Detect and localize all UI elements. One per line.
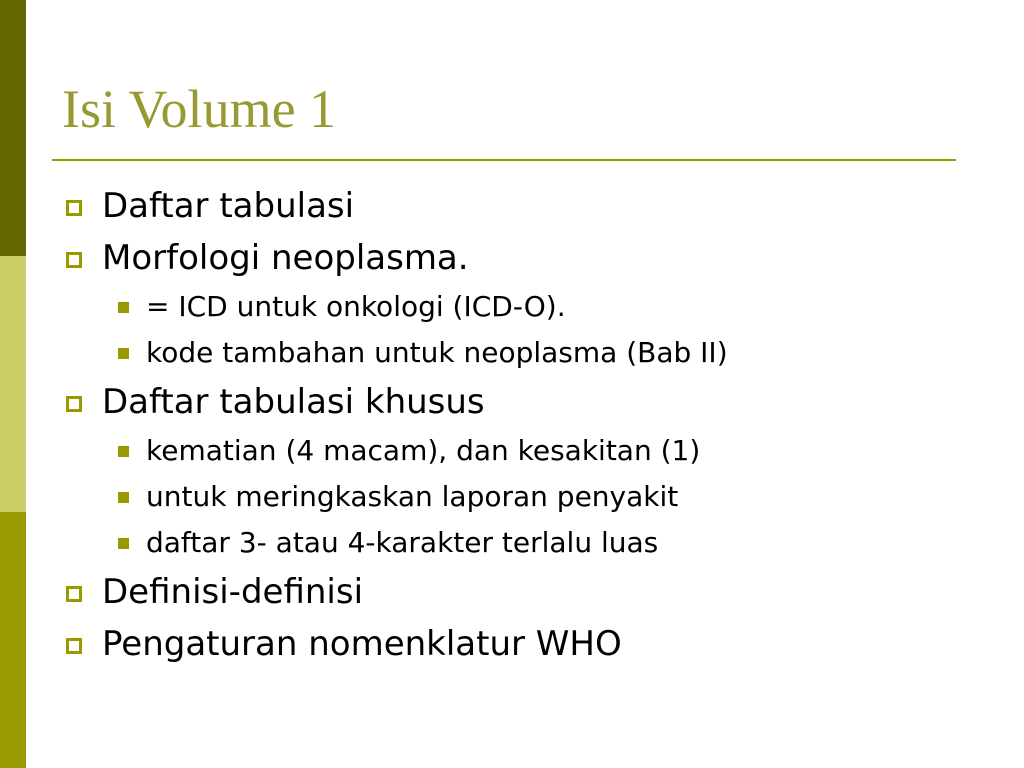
filled-square-bullet-icon — [118, 492, 129, 503]
sub-bullet-text: kode tambahan untuk neoplasma (Bab II) — [146, 336, 728, 369]
filled-square-bullet-icon — [118, 538, 129, 549]
bullet-item — [60, 180, 984, 232]
hollow-square-bullet-icon — [66, 586, 82, 602]
sub-bullet-text: untuk meringkaskan laporan penyakit — [146, 480, 679, 513]
hollow-square-bullet-icon — [66, 252, 82, 268]
filled-square-bullet-icon — [118, 446, 129, 457]
filled-square-bullet-icon — [118, 302, 129, 313]
sub-bullet-item — [60, 330, 984, 376]
side-band-middle — [0, 256, 26, 512]
hollow-square-bullet-icon — [66, 200, 82, 216]
sub-bullet-text: = ICD untuk onkologi (ICD-O). — [146, 290, 566, 323]
sub-bullet-item — [60, 474, 984, 520]
bullet-text: Daftar tabulasi — [102, 186, 355, 226]
sub-bullet-item — [60, 284, 984, 330]
sub-bullet-text: kematian (4 macam), dan kesakitan (1) — [146, 434, 701, 467]
bullet-text: Daftar tabulasi khusus — [102, 382, 485, 422]
sub-bullet-item — [60, 428, 984, 474]
side-band-top — [0, 0, 26, 256]
side-band-bottom — [0, 512, 26, 768]
sub-bullet-item — [60, 520, 984, 566]
bullet-item — [60, 376, 984, 428]
bullet-text: Definisi-definisi — [102, 572, 364, 612]
title-divider — [52, 159, 956, 161]
bullet-list — [60, 180, 984, 670]
bullet-text: Morfologi neoplasma. — [102, 238, 469, 278]
bullet-item — [60, 566, 984, 618]
hollow-square-bullet-icon — [66, 396, 82, 412]
bullet-item — [60, 232, 984, 284]
bullet-text: Pengaturan nomenklatur WHO — [102, 624, 622, 664]
hollow-square-bullet-icon — [66, 638, 82, 654]
filled-square-bullet-icon — [118, 348, 129, 359]
bullet-item — [60, 618, 984, 670]
sub-bullet-text: daftar 3- atau 4-karakter terlalu luas — [146, 526, 659, 559]
slide-title: Isi Volume 1 — [62, 79, 337, 139]
